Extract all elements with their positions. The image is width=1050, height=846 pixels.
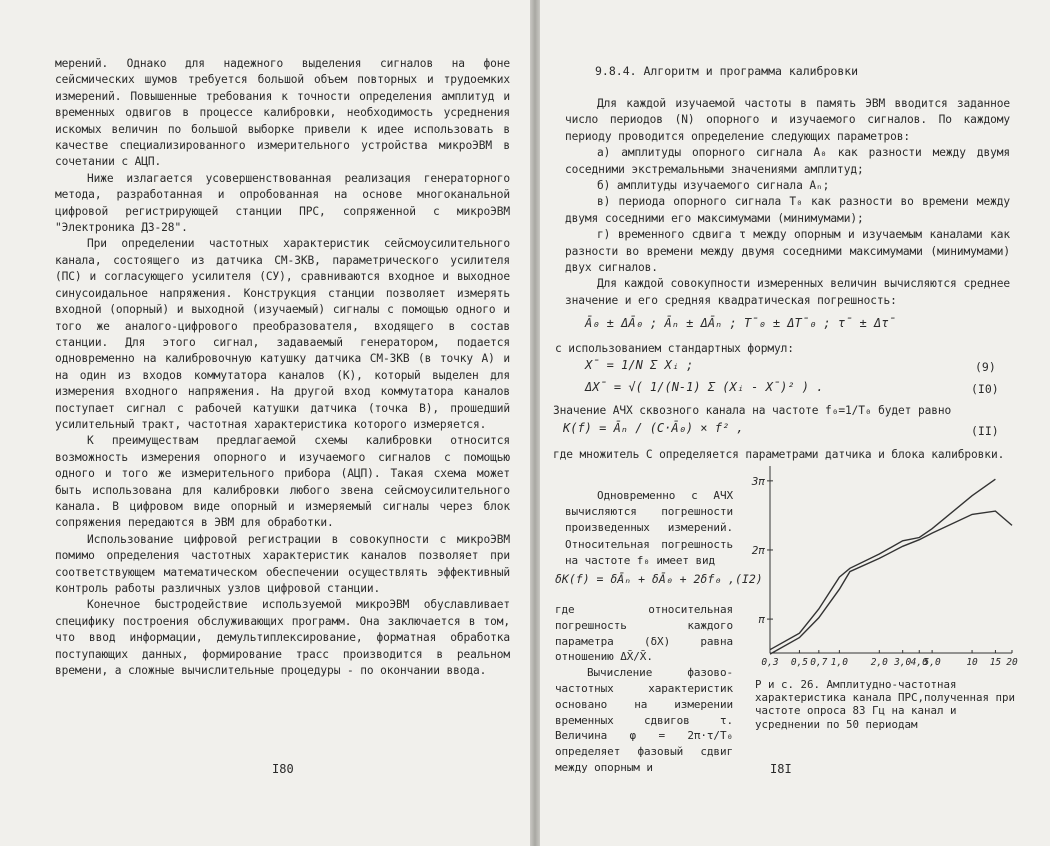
section-title: 9.8.4. Алгоритм и программа калибровки [595, 64, 859, 78]
y-tick-label: π [758, 613, 765, 627]
formulas-intro: с использованием стандартных формул: [555, 342, 794, 355]
paragraph: Вычисление фазово-частотных характеристик основано на измерении временных сдвигов τ. Величина φ = 2π·τ/T₀ определяет фазовый сдвиг между опорным и [555, 666, 733, 774]
right-page-intro [565, 96, 1010, 309]
paragraph: где относительная погрешность каждого параметра (δX) равна отношению ΔX̄/X̄. [555, 603, 733, 664]
side-text-continued [555, 602, 733, 776]
page-number: I80 [272, 762, 294, 776]
side-text: Одновременно с АЧХ вычисляются погрешности произведенных измерений. Относительная погрешность на частоте f₀ имеет вид [565, 489, 733, 567]
means-formula: Ā₀ ± ΔĀ₀ ; Āₙ ± ΔĀₙ ; T̄₀ ± ΔT̄₀ ; τ̄ ± Δτ̄ [585, 316, 896, 330]
multiplier-note: где множитель C определяется параметрами датчика и блока калибровки. [553, 448, 1005, 461]
frequency-response-chart [750, 460, 1030, 675]
paragraph: Ниже излагается усовершенствованная реализация генераторного метода, разработанная и опробованная на основе многоканальной цифровой регистрирующей станции ПРС, сопряженной с микроЭВМ "Электроника ДЗ-28". [55, 171, 510, 235]
x-tick-label: 0,3 [761, 657, 779, 668]
y-tick-label: 3π [751, 474, 765, 488]
chart-series [770, 479, 1012, 654]
list-item: б) амплитуды изучаемого сигнала Aₙ; [597, 179, 830, 193]
x-tick-label: 5,0 [923, 657, 941, 668]
x-tick-label: 3,0 [894, 657, 912, 668]
x-tick-label: 1,0 [830, 657, 848, 668]
book-gutter [530, 0, 540, 846]
x-tick-label: 10 [966, 657, 978, 668]
series-line-2 [770, 511, 1012, 654]
page-number: I8I [770, 762, 792, 776]
list-item: в) периода опорного сигнала T₀ как разности во времени между двумя соседними его максимумами (минимумами); [565, 195, 1010, 225]
paragraph: При определении частотных характеристик сейсмоусилительного канала, состоящего из датчика СМ-ЗКВ, параметрического усилителя (ПС) и согласующего усилителя (СУ), сравниваются входное и выходное синусоидальное напряжения. Конструкция станции позволяет измерять входной (опорный) и выходной (изучаемый) сигналы с помощью одного и того же аналого-цифрового преобразователя, входящего в состав станции. Для этого сигнал, задаваемый генератором, подается одновременно на калибровочную катушку датчика СМ-ЗКВ (в точку А) и на один из входов коммутатора каналов (К), который выделен для измерения входного напряжения. На другой вход коммутатора каналов поступает сигнал с рабочей катушки датчика (точка В), прошедший усилительный тракт, частотная характеристика которого измеряется. [55, 237, 510, 431]
y-tick-label: 2π [751, 543, 765, 557]
x-tick-label: 0,5 [790, 657, 809, 668]
paragraph: мерений. Однако для надежного выделения сигналов на фоне сейсмических шумов требуется большой объем повторных и трудоемких измерений. Повышенные требования к точности определения амплитуд и временных одвигов в процессе калибровки, необходимость усреднения искомых величин по большой выборке привели к идее использовать в качестве специализированного измерительного устройства микроЭВМ в сочетании с АЦП. [55, 57, 510, 169]
paragraph: К преимуществам предлагаемой схемы калибровки относится возможность измерения опорного и изучаемого сигналов с помощью одного и того же измерительного прибора (АЦП). Такая схема может быть использована для калибровки любого звена сейсмоусилительного канала. В цифровом виде опорный и измеряемый сигналы через блок сопряжения передаются в ЭВМ для обработки. [55, 434, 510, 530]
list-item: а) амплитуды опорного сигнала A₀ как разности между двумя соседними экстремальными значениями амплитуд; [565, 146, 1010, 176]
equation-number: (II) [971, 424, 999, 438]
formula-deviation: ΔX̄ = √( 1/(N-1) Σ (Xᵢ - X̄)² ) . [585, 380, 824, 394]
x-tick-label: 4,0 [910, 657, 928, 668]
formula-afc: K(f) = Āₙ / (C·Ā₀) × f² , [563, 421, 744, 435]
x-tick-label: 15 [989, 657, 1002, 668]
figure-caption: Р и с. 26. Амплитудно-частотная характеристика канала ПРС,полученная при частоте опроса 83 Гц на канал и усреднении по 50 периодам [755, 678, 1016, 731]
afc-statement: Значение АЧХ сквозного канала на частоте f₀=1/T₀ будет равно [553, 404, 952, 417]
equation-number: (I0) [971, 382, 999, 396]
paragraph: Для каждой совокупности измеренных величин вычисляются среднее значение и его средняя квадратическая погрешность: [565, 277, 1010, 307]
equation-number: (9) [975, 360, 996, 374]
x-tick-label: 0,7 [810, 657, 828, 668]
x-tick-label: 2,0 [870, 657, 888, 668]
list-item: г) временного сдвига τ между опорным и изучаемым каналами как разности во времени между двумя соседними максимумами (минимумами) двух сигналов. [565, 228, 1010, 275]
formula-mean: X̄ = 1/N Σ Xᵢ ; [585, 358, 694, 372]
formula-error: δK(f) = δĀₙ + δĀ₀ + 2δf₀ ,(I2) [555, 572, 763, 586]
paragraph: Конечное быстродействие используемой микроЭВМ обуславливает специфику построения обслуживающих программ. Она заключается в том, что ввод информации, демультиплексирование, форматная обработка поступающих данных, формирование трасс производится в реальном времени, а сложные вычислительные процедуры - по окончании ввода. [55, 598, 510, 678]
left-page-body [55, 56, 510, 679]
paragraph: Для каждой изучаемой частоты в память ЭВМ вводится заданное число периодов (N) опорного и изучаемого сигналов. По каждому периоду проводится определение следующих параметров: [565, 97, 1010, 143]
x-tick-label: 20 [1006, 657, 1018, 668]
paragraph: Использование цифровой регистрации в совокупности с микроЭВМ помимо определения частотных характеристик каналов позволяет при соответствующем математическом обеспечении осуществлять эффективный контроль работы различных узлов цифровой станции. [55, 532, 510, 595]
series-line-1 [770, 479, 995, 650]
